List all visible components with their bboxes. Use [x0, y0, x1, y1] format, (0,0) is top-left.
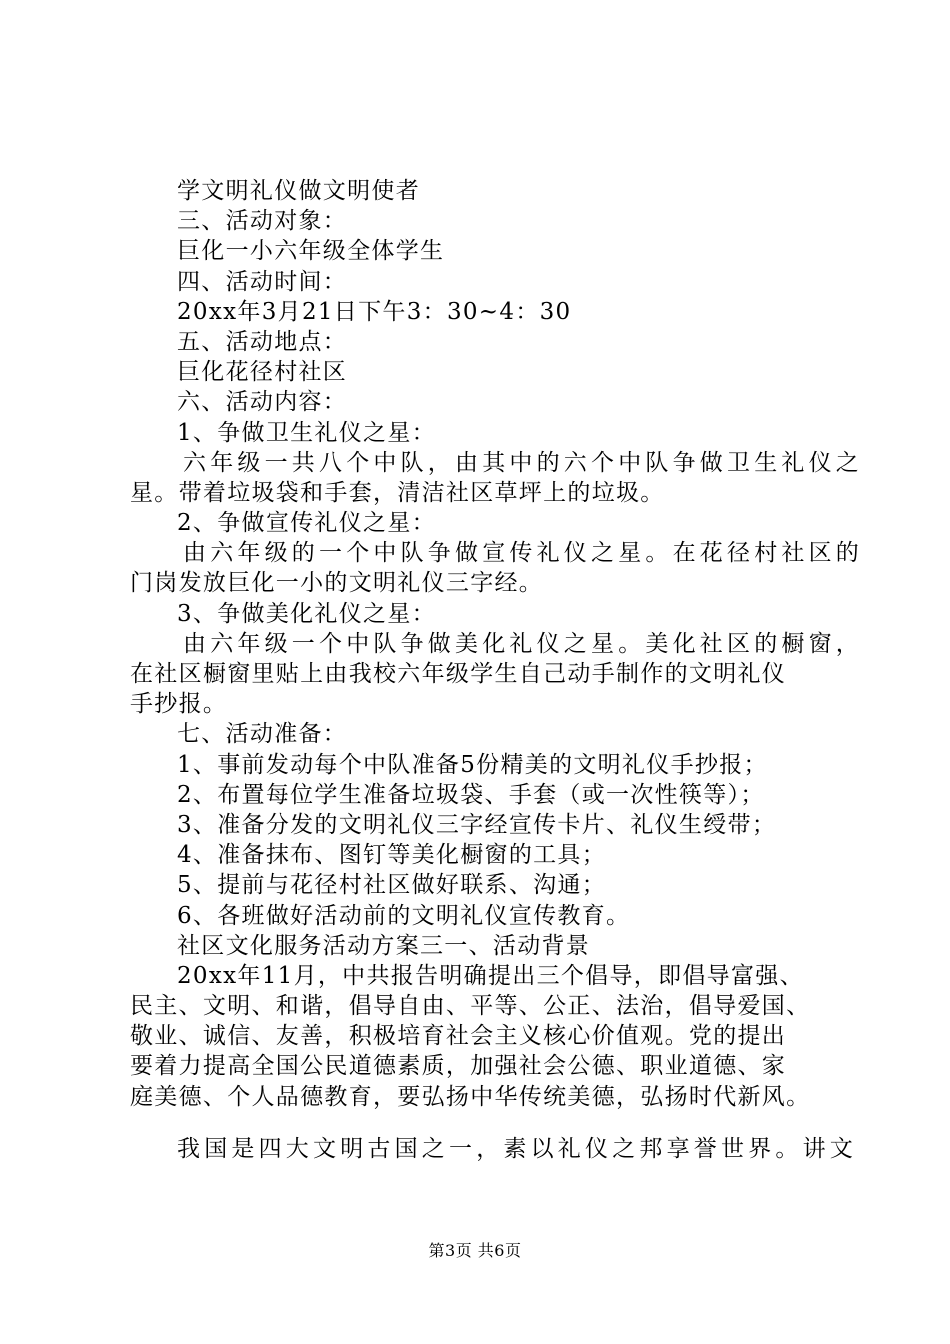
paragraph-line: 星。带着垃圾袋和手套，清洁社区草坪上的垃圾。 — [130, 479, 665, 506]
list-item: 6、各班做好活动前的文明礼仪宣传教育。 — [177, 902, 631, 929]
subsection-heading: 1、争做卫生礼仪之星： — [177, 419, 436, 446]
page-number-footer: 第3页 共6页 — [428, 1241, 522, 1260]
paragraph-line: 要着力提高全国公民道德素质，加强社会公德、职业道德、家 — [130, 1053, 787, 1080]
section-heading: 五、活动地点： — [177, 328, 348, 355]
paragraph-line: 20xx年11月，中共报告明确提出三个倡导，即倡导富强、 — [177, 962, 804, 989]
list-item: 3、准备分发的文明礼仪三字经宣传卡片、礼仪生绶带； — [177, 811, 777, 838]
section-heading: 社区文化服务活动方案三一、活动背景 — [177, 932, 591, 959]
subsection-heading: 3、争做美化礼仪之星： — [177, 600, 436, 627]
paragraph-line: 民主、文明、和谐，倡导自由、平等、公正、法治，倡导爱国、 — [130, 993, 811, 1020]
section-heading: 四、活动时间： — [177, 268, 348, 295]
list-item: 4、准备抹布、图钉等美化橱窗的工具； — [177, 842, 607, 869]
list-item: 5、提前与花径村社区做好联系、沟通； — [177, 872, 607, 899]
text-line: 巨化花径村社区 — [177, 359, 348, 386]
text-line: 巨化一小六年级全体学生 — [177, 238, 445, 265]
paragraph-line: 由六年级一个中队争做美化礼仪之星。美化社区的橱窗， — [183, 630, 863, 657]
document-body — [130, 176, 863, 1164]
paragraph-line: 六年级一共八个中队，由其中的六个中队争做卫生礼仪之 — [183, 449, 863, 476]
paragraph-line: 在社区橱窗里贴上由我校六年级学生自己动手制作的文明礼仪 — [130, 661, 787, 687]
text-line: 学文明礼仪做文明使者 — [177, 178, 420, 204]
paragraph-line: 敬业、诚信、友善，积极培育社会主义核心价值观。党的提出 — [130, 1023, 787, 1050]
paragraph-line: 门岗发放巨化一小的文明礼仪三字经。 — [130, 570, 544, 597]
paragraph-line: 手抄报。 — [130, 691, 228, 718]
paragraph-line: 由六年级的一个中队争做宣传礼仪之星。在花径村社区的 — [183, 540, 863, 567]
subsection-heading: 2、争做宣传礼仪之星： — [177, 510, 436, 537]
section-heading: 六、活动内容： — [177, 389, 348, 416]
list-item: 1、事前发动每个中队准备5份精美的文明礼仪手抄报； — [177, 751, 768, 778]
list-item: 2、布置每位学生准备垃圾袋、手套（或一次性筷等）； — [177, 781, 765, 808]
text-line: 20xx年3月21日下午3：30~4：30 — [177, 298, 572, 325]
paragraph-line: 庭美德、个人品德教育，要弘扬中华传统美德，弘扬时代新风。 — [130, 1083, 811, 1110]
paragraph-line: 我国是四大文明古国之一，素以礼仪之邦享誉世界。讲文 — [177, 1135, 857, 1162]
section-heading: 七、活动准备： — [177, 721, 348, 748]
section-heading: 三、活动对象： — [177, 208, 348, 235]
